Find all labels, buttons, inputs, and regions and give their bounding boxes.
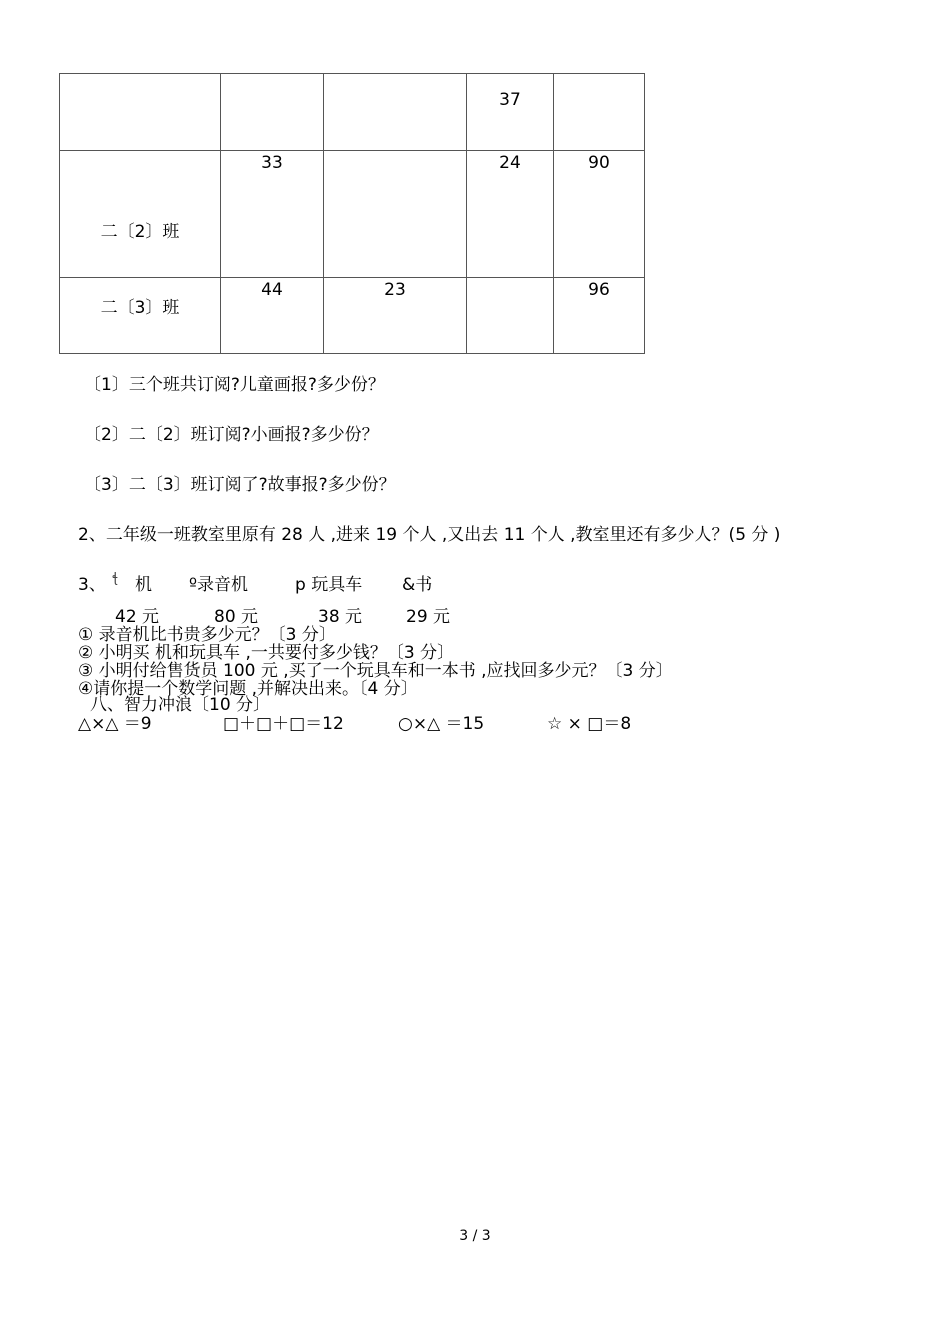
question-3: 〔3〕二〔3〕班订阅了?故事报?多少份？ bbox=[84, 475, 396, 495]
table-row bbox=[60, 151, 645, 278]
cell-value: 90 bbox=[588, 153, 610, 173]
page-number: 3 / 3 bbox=[459, 1228, 491, 1244]
table-cell bbox=[554, 278, 645, 354]
subscription-table bbox=[59, 73, 645, 354]
table-cell bbox=[221, 74, 324, 151]
sub-question: ② 小明买 机和玩具车 ,一共要付多少钱？〔3 分〕 bbox=[78, 643, 455, 663]
row-label: 二〔3〕班 bbox=[100, 298, 180, 318]
row-label: 二〔2〕班 bbox=[100, 222, 180, 242]
cell-value: 37 bbox=[499, 90, 521, 110]
equation: ○×△ ＝15 bbox=[398, 714, 485, 734]
question-1: 〔1〕三个班共订阅?儿童画报?多少份？ bbox=[84, 375, 385, 395]
item-price: 42 元 bbox=[115, 607, 160, 627]
cell-value: 33 bbox=[261, 153, 283, 173]
table-row bbox=[60, 278, 645, 354]
item-price: 38 元 bbox=[318, 607, 363, 627]
item-price: 80 元 bbox=[214, 607, 259, 627]
question-2: 〔2〕二〔2〕班订阅?小画报?多少份？ bbox=[84, 425, 379, 445]
table-cell bbox=[467, 74, 554, 151]
problem-3-number: 3、 bbox=[78, 575, 106, 595]
cell-value: 24 bbox=[499, 153, 521, 173]
table-cell bbox=[554, 74, 645, 151]
section-8-title: 八、智力冲浪〔10 分〕 bbox=[90, 695, 271, 715]
cell-value: 96 bbox=[588, 280, 610, 300]
equation: △×△ ＝9 bbox=[78, 714, 152, 734]
table-cell bbox=[324, 278, 467, 354]
item-price: 29 元 bbox=[406, 607, 451, 627]
equation: □＋□＋□＝12 bbox=[223, 714, 344, 734]
table-cell-label bbox=[60, 278, 221, 354]
item-name: &书 bbox=[402, 575, 433, 595]
sub-question: ① 录音机比书贵多少元？〔3 分〕 bbox=[78, 625, 336, 645]
table-cell bbox=[467, 278, 554, 354]
table-cell bbox=[221, 151, 324, 278]
table-cell-label bbox=[60, 151, 221, 278]
table-cell bbox=[324, 74, 467, 151]
item-name: 机 bbox=[135, 575, 152, 595]
equation: ☆ × □＝8 bbox=[547, 714, 632, 734]
item-name: º录音机 bbox=[189, 575, 249, 595]
item-icon: ꞎ bbox=[112, 571, 119, 586]
problem-2: 2、二年级一班教室里原有 28 人 ,进来 19 个人 ,又出去 11 个人 ,教室里还有多少人？(5 分 ) bbox=[78, 525, 781, 545]
table-cell bbox=[467, 151, 554, 278]
table-cell bbox=[324, 151, 467, 278]
sub-question: ④请你提一个数学问题 ,并解决出来。〔4 分〕 bbox=[78, 679, 418, 699]
table-cell bbox=[221, 278, 324, 354]
table-cell bbox=[554, 151, 645, 278]
item-name: p 玩具车 bbox=[295, 575, 363, 595]
table-cell-label bbox=[60, 74, 221, 151]
cell-value: 44 bbox=[261, 280, 283, 300]
cell-value: 23 bbox=[384, 280, 406, 300]
sub-question: ③ 小明付给售货员 100 元 ,买了一个玩具车和一本书 ,应找回多少元？〔3 分〕 bbox=[78, 661, 673, 681]
table-row bbox=[60, 74, 645, 151]
